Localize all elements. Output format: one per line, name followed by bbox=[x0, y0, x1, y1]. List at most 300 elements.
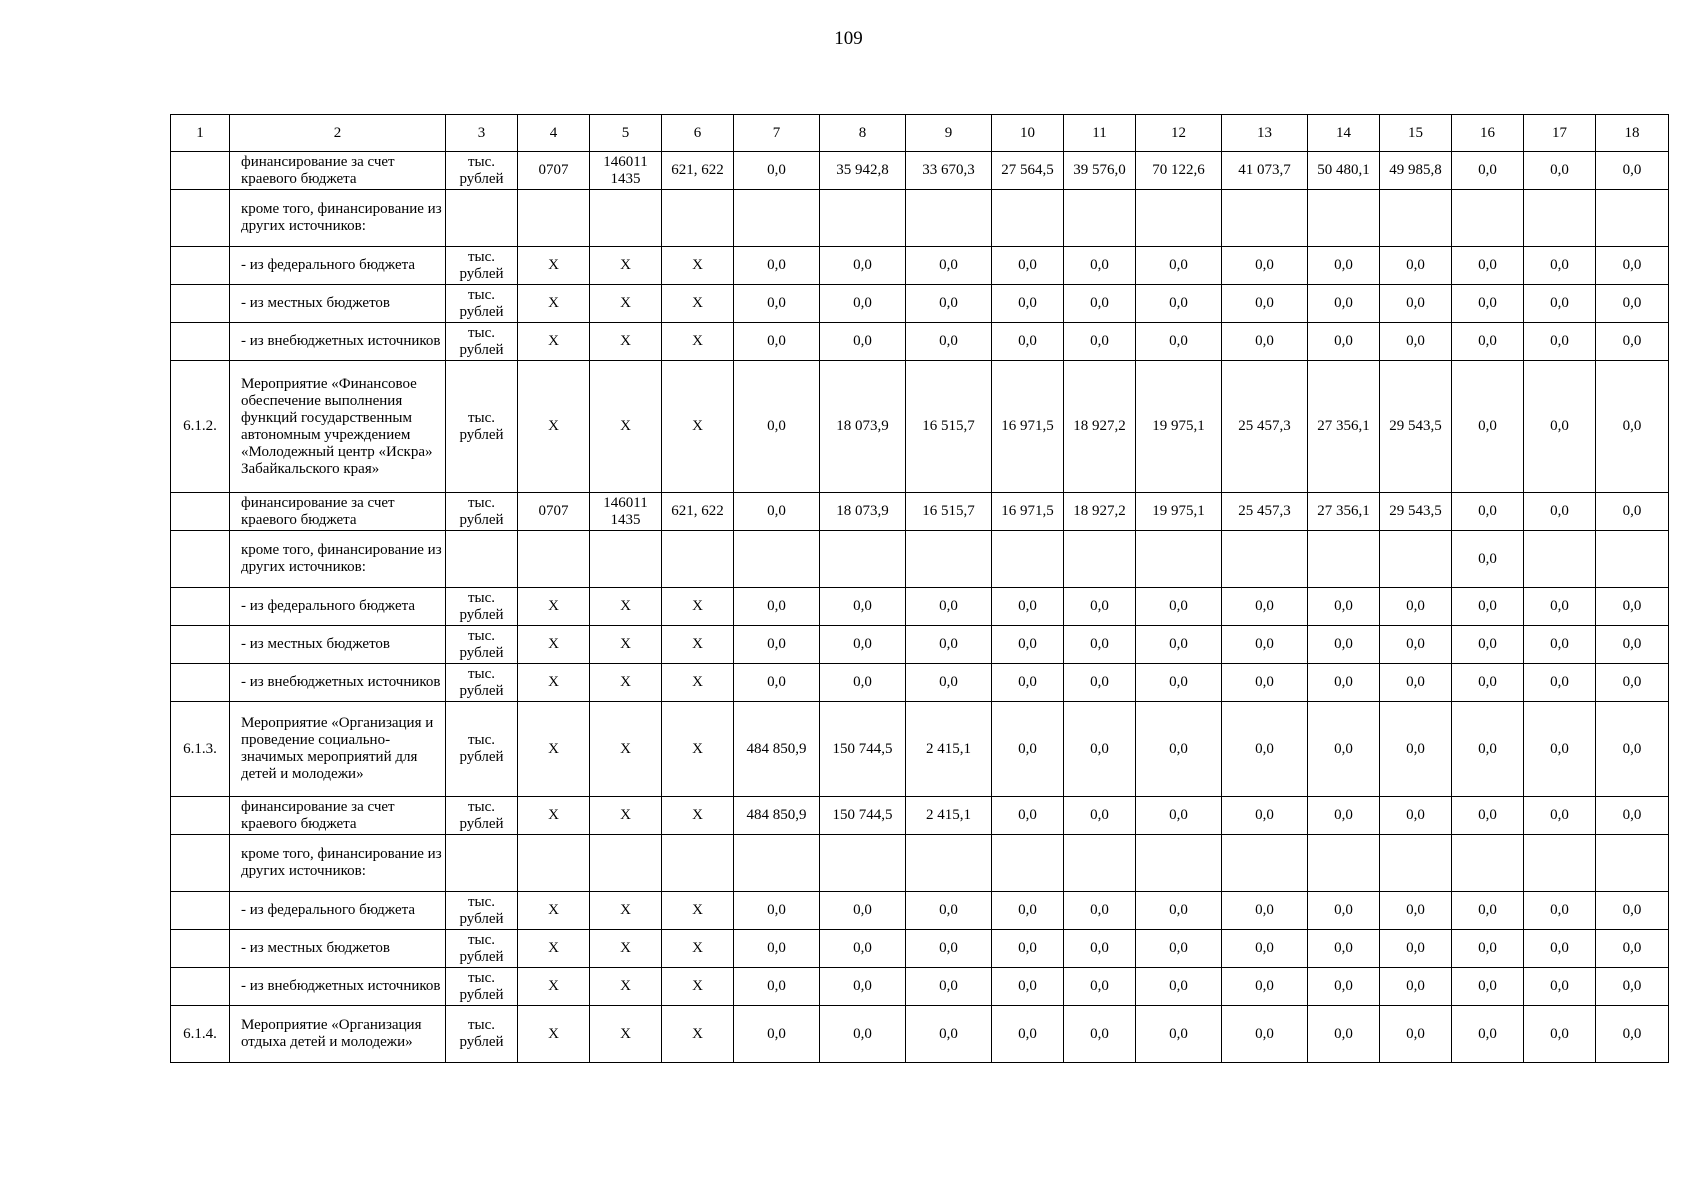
table-cell: 0,0 bbox=[820, 588, 906, 626]
table-cell: тыс. рублей bbox=[446, 664, 518, 702]
table-cell: 0,0 bbox=[1380, 797, 1452, 835]
table-cell: 0,0 bbox=[1380, 1006, 1452, 1063]
table-row bbox=[171, 1006, 1669, 1063]
table-cell: 0,0 bbox=[992, 797, 1064, 835]
table-cell: 27 356,1 bbox=[1308, 361, 1380, 493]
table-cell: 0,0 bbox=[1064, 626, 1136, 664]
table-cell: тыс. рублей bbox=[446, 797, 518, 835]
table-cell: X bbox=[590, 892, 662, 930]
table-cell: X bbox=[590, 968, 662, 1006]
table-cell: 0,0 bbox=[1064, 664, 1136, 702]
table-cell: X bbox=[590, 285, 662, 323]
table-cell bbox=[734, 190, 820, 247]
table-cell: 0,0 bbox=[1136, 702, 1222, 797]
table-cell: X bbox=[590, 797, 662, 835]
table-cell bbox=[590, 190, 662, 247]
table-cell: 16 515,7 bbox=[906, 361, 992, 493]
table-cell: 0,0 bbox=[1136, 626, 1222, 664]
table-cell bbox=[518, 190, 590, 247]
table-cell: тыс. рублей bbox=[446, 968, 518, 1006]
table-cell bbox=[1380, 190, 1452, 247]
table-cell: 29 543,5 bbox=[1380, 493, 1452, 531]
row-number-cell bbox=[171, 797, 230, 835]
table-cell: 0,0 bbox=[1136, 285, 1222, 323]
table-cell: X bbox=[662, 930, 734, 968]
table-cell bbox=[1452, 190, 1524, 247]
table-cell bbox=[590, 835, 662, 892]
table-cell bbox=[662, 835, 734, 892]
table-cell: 0,0 bbox=[1524, 323, 1596, 361]
table-cell: 0,0 bbox=[820, 247, 906, 285]
table-cell: 0,0 bbox=[1452, 930, 1524, 968]
table-cell: тыс. рублей bbox=[446, 588, 518, 626]
table-cell: 0,0 bbox=[1308, 968, 1380, 1006]
table-cell: тыс. рублей bbox=[446, 626, 518, 664]
table-cell: 0,0 bbox=[1452, 797, 1524, 835]
table-cell: 0,0 bbox=[734, 626, 820, 664]
table-cell: 0,0 bbox=[992, 930, 1064, 968]
table-cell: 0,0 bbox=[820, 1006, 906, 1063]
table-cell: 49 985,8 bbox=[1380, 152, 1452, 190]
table-cell: 0,0 bbox=[1222, 323, 1308, 361]
table-cell: 0,0 bbox=[1596, 247, 1669, 285]
table-row bbox=[171, 247, 1669, 285]
table-cell: 0,0 bbox=[1596, 664, 1669, 702]
table-cell: тыс. рублей bbox=[446, 285, 518, 323]
table-cell: 0,0 bbox=[1064, 588, 1136, 626]
table-cell: 35 942,8 bbox=[820, 152, 906, 190]
table-cell: X bbox=[662, 285, 734, 323]
table-row bbox=[171, 190, 1669, 247]
column-header-5: 5 bbox=[590, 115, 662, 152]
table-cell: 0,0 bbox=[1308, 702, 1380, 797]
table-cell: 0,0 bbox=[734, 1006, 820, 1063]
table-cell: 0,0 bbox=[1524, 892, 1596, 930]
table-cell bbox=[1222, 190, 1308, 247]
table-cell: 146011 1435 bbox=[590, 152, 662, 190]
table-cell: 484 850,9 bbox=[734, 797, 820, 835]
row-name-cell: Мероприятие «Организация отдыха детей и молодежи» bbox=[230, 1006, 446, 1063]
table-cell: 0,0 bbox=[992, 626, 1064, 664]
table-cell: 50 480,1 bbox=[1308, 152, 1380, 190]
table-cell: 0,0 bbox=[1222, 930, 1308, 968]
table-cell: 0,0 bbox=[734, 361, 820, 493]
table-cell: 0,0 bbox=[1596, 968, 1669, 1006]
table-cell: X bbox=[590, 361, 662, 493]
table-cell: 0,0 bbox=[1136, 588, 1222, 626]
column-header-11: 11 bbox=[1064, 115, 1136, 152]
table-cell: 0,0 bbox=[1596, 323, 1669, 361]
table-row bbox=[171, 797, 1669, 835]
table-cell: 16 971,5 bbox=[992, 493, 1064, 531]
table-cell: X bbox=[518, 968, 590, 1006]
table-cell: 0,0 bbox=[734, 968, 820, 1006]
table-cell bbox=[518, 531, 590, 588]
table-cell: 0,0 bbox=[1596, 702, 1669, 797]
table-cell: 0,0 bbox=[1308, 1006, 1380, 1063]
table-cell: X bbox=[662, 323, 734, 361]
column-header-9: 9 bbox=[906, 115, 992, 152]
table-cell: X bbox=[590, 1006, 662, 1063]
table-cell: 0,0 bbox=[1064, 797, 1136, 835]
row-number-cell bbox=[171, 323, 230, 361]
table-cell: 0,0 bbox=[1136, 1006, 1222, 1063]
table-cell: 0,0 bbox=[734, 323, 820, 361]
table-cell: 0,0 bbox=[1452, 664, 1524, 702]
row-number-cell bbox=[171, 626, 230, 664]
table-cell: 0,0 bbox=[1380, 930, 1452, 968]
table-cell: 0,0 bbox=[820, 626, 906, 664]
row-number-cell: 6.1.4. bbox=[171, 1006, 230, 1063]
table-cell: X bbox=[590, 588, 662, 626]
table-cell: 16 515,7 bbox=[906, 493, 992, 531]
row-number-cell bbox=[171, 835, 230, 892]
table-cell: 0,0 bbox=[1064, 1006, 1136, 1063]
table-cell: X bbox=[590, 626, 662, 664]
table-cell: 0,0 bbox=[1596, 1006, 1669, 1063]
table-row bbox=[171, 835, 1669, 892]
table-cell: 0,0 bbox=[1452, 892, 1524, 930]
table-cell: X bbox=[662, 626, 734, 664]
table-cell: 0,0 bbox=[1452, 702, 1524, 797]
row-number-cell bbox=[171, 190, 230, 247]
table-cell bbox=[1524, 190, 1596, 247]
table-cell: 18 927,2 bbox=[1064, 361, 1136, 493]
table-row bbox=[171, 930, 1669, 968]
table-cell: 0,0 bbox=[1452, 626, 1524, 664]
table-cell: 0,0 bbox=[1222, 968, 1308, 1006]
table-cell: 0,0 bbox=[1222, 702, 1308, 797]
table-cell bbox=[662, 531, 734, 588]
table-row bbox=[171, 892, 1669, 930]
table-cell: 0,0 bbox=[734, 493, 820, 531]
table-cell: 0,0 bbox=[1136, 247, 1222, 285]
row-number-cell: 6.1.3. bbox=[171, 702, 230, 797]
table-cell bbox=[1136, 835, 1222, 892]
table-cell: X bbox=[518, 1006, 590, 1063]
row-number-cell bbox=[171, 152, 230, 190]
table-cell bbox=[734, 835, 820, 892]
table-cell: 621, 622 bbox=[662, 152, 734, 190]
table-cell: 0,0 bbox=[1308, 664, 1380, 702]
column-header-7: 7 bbox=[734, 115, 820, 152]
table-cell: 621, 622 bbox=[662, 493, 734, 531]
table-cell: 146011 1435 bbox=[590, 493, 662, 531]
table-cell: 150 744,5 bbox=[820, 702, 906, 797]
table-cell: 0,0 bbox=[1222, 588, 1308, 626]
table-cell bbox=[1596, 190, 1669, 247]
table-cell bbox=[906, 531, 992, 588]
table-body bbox=[171, 152, 1669, 1063]
table-cell bbox=[446, 531, 518, 588]
table-cell bbox=[1064, 190, 1136, 247]
table-cell bbox=[662, 190, 734, 247]
table-cell: 0,0 bbox=[906, 626, 992, 664]
row-name-cell: - из местных бюджетов bbox=[230, 626, 446, 664]
table-cell: 0,0 bbox=[1064, 892, 1136, 930]
column-header-1: 1 bbox=[171, 115, 230, 152]
row-name-cell: кроме того, финансирование из других источников: bbox=[230, 190, 446, 247]
table-cell: X bbox=[518, 626, 590, 664]
table-cell: 0,0 bbox=[1452, 361, 1524, 493]
table-cell: 0,0 bbox=[820, 892, 906, 930]
table-cell bbox=[1064, 835, 1136, 892]
table-cell: тыс. рублей bbox=[446, 702, 518, 797]
table-cell bbox=[1136, 531, 1222, 588]
table-cell: X bbox=[662, 797, 734, 835]
column-header-16: 16 bbox=[1452, 115, 1524, 152]
table-cell: X bbox=[518, 702, 590, 797]
table-cell bbox=[992, 835, 1064, 892]
column-header-12: 12 bbox=[1136, 115, 1222, 152]
table-cell bbox=[906, 835, 992, 892]
table-cell: 33 670,3 bbox=[906, 152, 992, 190]
column-header-13: 13 bbox=[1222, 115, 1308, 152]
table-cell: 0,0 bbox=[906, 968, 992, 1006]
table-cell: 0,0 bbox=[1452, 247, 1524, 285]
table-cell: 0,0 bbox=[1308, 247, 1380, 285]
table-cell: 0,0 bbox=[1064, 968, 1136, 1006]
column-header-15: 15 bbox=[1380, 115, 1452, 152]
table-cell: 0,0 bbox=[992, 664, 1064, 702]
table-row bbox=[171, 361, 1669, 493]
table-cell: 0,0 bbox=[734, 892, 820, 930]
table-cell: 0,0 bbox=[1452, 152, 1524, 190]
column-header-17: 17 bbox=[1524, 115, 1596, 152]
table-cell: 0,0 bbox=[1222, 247, 1308, 285]
table-cell bbox=[1452, 835, 1524, 892]
table-cell: X bbox=[590, 664, 662, 702]
table-cell: 0,0 bbox=[1380, 323, 1452, 361]
row-name-cell: финансирование за счет краевого бюджета bbox=[230, 493, 446, 531]
table-row bbox=[171, 285, 1669, 323]
table-cell: 0,0 bbox=[992, 285, 1064, 323]
table-cell: X bbox=[518, 930, 590, 968]
table-cell: 0,0 bbox=[1452, 323, 1524, 361]
table-cell: 19 975,1 bbox=[1136, 361, 1222, 493]
row-name-cell: - из федерального бюджета bbox=[230, 247, 446, 285]
table-cell: 0,0 bbox=[1596, 930, 1669, 968]
table-cell bbox=[906, 190, 992, 247]
table-cell: X bbox=[662, 1006, 734, 1063]
table-cell bbox=[1308, 531, 1380, 588]
column-header-2: 2 bbox=[230, 115, 446, 152]
table-cell: 0,0 bbox=[992, 588, 1064, 626]
row-number-cell bbox=[171, 493, 230, 531]
table-cell: 0,0 bbox=[1596, 892, 1669, 930]
table-cell: 0,0 bbox=[992, 968, 1064, 1006]
table-cell: тыс. рублей bbox=[446, 930, 518, 968]
table-cell: 0,0 bbox=[1064, 702, 1136, 797]
table-cell: 0,0 bbox=[1308, 285, 1380, 323]
column-header-10: 10 bbox=[992, 115, 1064, 152]
table-cell: X bbox=[518, 892, 590, 930]
page-number: 109 bbox=[834, 28, 863, 49]
table-cell: 18 073,9 bbox=[820, 493, 906, 531]
table-cell: 0,0 bbox=[1596, 285, 1669, 323]
table-cell: 0,0 bbox=[906, 664, 992, 702]
table-cell: 0,0 bbox=[1380, 892, 1452, 930]
table-cell: 0,0 bbox=[1064, 930, 1136, 968]
table-cell: 0,0 bbox=[992, 892, 1064, 930]
table-cell bbox=[1308, 190, 1380, 247]
row-number-cell bbox=[171, 247, 230, 285]
table-cell: X bbox=[590, 702, 662, 797]
table-cell: 0,0 bbox=[1380, 664, 1452, 702]
table-cell: 0,0 bbox=[1380, 588, 1452, 626]
table-cell: 0,0 bbox=[734, 247, 820, 285]
row-name-cell: финансирование за счет краевого бюджета bbox=[230, 152, 446, 190]
row-name-cell: - из внебюджетных источников bbox=[230, 323, 446, 361]
table-cell: тыс. рублей bbox=[446, 247, 518, 285]
table-cell: 41 073,7 bbox=[1222, 152, 1308, 190]
table-row bbox=[171, 626, 1669, 664]
table-cell: 0,0 bbox=[1596, 493, 1669, 531]
column-header-3: 3 bbox=[446, 115, 518, 152]
table-cell: 0,0 bbox=[1380, 626, 1452, 664]
table-cell: 0,0 bbox=[1222, 664, 1308, 702]
table-cell: 0,0 bbox=[1524, 152, 1596, 190]
column-header-4: 4 bbox=[518, 115, 590, 152]
table-cell: X bbox=[590, 930, 662, 968]
table-row bbox=[171, 323, 1669, 361]
table-cell: 0,0 bbox=[1452, 493, 1524, 531]
table-cell: 0,0 bbox=[734, 930, 820, 968]
table-cell: X bbox=[662, 892, 734, 930]
table-cell: X bbox=[518, 664, 590, 702]
table-cell: 0,0 bbox=[1308, 797, 1380, 835]
table-cell: 0,0 bbox=[1380, 285, 1452, 323]
table-cell: X bbox=[518, 361, 590, 493]
table-cell: 16 971,5 bbox=[992, 361, 1064, 493]
table-cell: 0,0 bbox=[820, 664, 906, 702]
table-cell bbox=[446, 835, 518, 892]
table-cell: 0,0 bbox=[820, 930, 906, 968]
table-cell: 0,0 bbox=[820, 968, 906, 1006]
table-cell: X bbox=[662, 664, 734, 702]
table-cell: 0,0 bbox=[906, 930, 992, 968]
table-cell bbox=[1524, 835, 1596, 892]
table-cell: 0,0 bbox=[1524, 968, 1596, 1006]
table-row bbox=[171, 702, 1669, 797]
table-cell: 0,0 bbox=[820, 323, 906, 361]
table-cell: 0,0 bbox=[1380, 702, 1452, 797]
row-name-cell: - из федерального бюджета bbox=[230, 892, 446, 930]
table-cell: 0,0 bbox=[1308, 588, 1380, 626]
row-name-cell: кроме того, финансирование из других источников: bbox=[230, 531, 446, 588]
table-cell: 0,0 bbox=[1136, 797, 1222, 835]
table-cell: 0,0 bbox=[1136, 664, 1222, 702]
table-cell: 18 927,2 bbox=[1064, 493, 1136, 531]
table-cell: 0,0 bbox=[1524, 626, 1596, 664]
table-cell: 0,0 bbox=[1524, 361, 1596, 493]
table-cell: X bbox=[662, 361, 734, 493]
table-cell: 0,0 bbox=[1524, 664, 1596, 702]
row-number-cell bbox=[171, 968, 230, 1006]
table-cell bbox=[1524, 531, 1596, 588]
table-cell: X bbox=[662, 247, 734, 285]
table-cell: 0,0 bbox=[906, 588, 992, 626]
table-cell bbox=[1596, 531, 1669, 588]
table-cell: X bbox=[518, 588, 590, 626]
table-cell bbox=[590, 531, 662, 588]
row-name-cell: - из местных бюджетов bbox=[230, 285, 446, 323]
table-row bbox=[171, 968, 1669, 1006]
row-name-cell: - из внебюджетных источников bbox=[230, 968, 446, 1006]
table-cell: 0,0 bbox=[1064, 323, 1136, 361]
row-name-cell: - из местных бюджетов bbox=[230, 930, 446, 968]
row-name-cell: кроме того, финансирование из других источников: bbox=[230, 835, 446, 892]
table-cell bbox=[992, 531, 1064, 588]
table-cell: тыс. рублей bbox=[446, 1006, 518, 1063]
table-cell: 0,0 bbox=[1308, 323, 1380, 361]
table-cell: 27 564,5 bbox=[992, 152, 1064, 190]
table-cell: 39 576,0 bbox=[1064, 152, 1136, 190]
table-cell bbox=[1136, 190, 1222, 247]
table-cell: 0,0 bbox=[1222, 892, 1308, 930]
table-cell: 0,0 bbox=[1452, 968, 1524, 1006]
table-cell bbox=[1380, 835, 1452, 892]
table-cell: X bbox=[590, 247, 662, 285]
table-cell: 0,0 bbox=[1524, 247, 1596, 285]
table-cell: 150 744,5 bbox=[820, 797, 906, 835]
table-cell: X bbox=[662, 968, 734, 1006]
table-row bbox=[171, 493, 1669, 531]
table-cell: 0,0 bbox=[1596, 152, 1669, 190]
row-number-cell bbox=[171, 285, 230, 323]
table-cell: 0,0 bbox=[1064, 247, 1136, 285]
table-cell: тыс. рублей bbox=[446, 323, 518, 361]
table-cell: X bbox=[518, 323, 590, 361]
table-cell: 0,0 bbox=[1452, 1006, 1524, 1063]
table-cell bbox=[820, 190, 906, 247]
table-cell: 0707 bbox=[518, 493, 590, 531]
table-cell: 0,0 bbox=[992, 1006, 1064, 1063]
row-number-cell bbox=[171, 531, 230, 588]
table-cell bbox=[1222, 531, 1308, 588]
header-row bbox=[171, 115, 1669, 152]
table-cell: 0,0 bbox=[1596, 797, 1669, 835]
table-cell: 0,0 bbox=[992, 247, 1064, 285]
table-cell: 0,0 bbox=[992, 323, 1064, 361]
column-header-6: 6 bbox=[662, 115, 734, 152]
column-header-18: 18 bbox=[1596, 115, 1669, 152]
table-cell bbox=[518, 835, 590, 892]
table-cell: 0,0 bbox=[1222, 626, 1308, 664]
table-cell bbox=[1064, 531, 1136, 588]
table-cell bbox=[1596, 835, 1669, 892]
table-cell: 0,0 bbox=[1222, 1006, 1308, 1063]
table-cell: тыс. рублей bbox=[446, 361, 518, 493]
table-cell: 0,0 bbox=[906, 892, 992, 930]
table-row bbox=[171, 588, 1669, 626]
table-cell: 0,0 bbox=[1308, 930, 1380, 968]
table-cell: 25 457,3 bbox=[1222, 361, 1308, 493]
table-cell: тыс. рублей bbox=[446, 892, 518, 930]
table-row bbox=[171, 152, 1669, 190]
table-cell bbox=[820, 531, 906, 588]
table-cell: 0,0 bbox=[1136, 968, 1222, 1006]
table-cell: 0,0 bbox=[1380, 968, 1452, 1006]
table-cell: 0,0 bbox=[1064, 285, 1136, 323]
table-cell: 0,0 bbox=[1136, 892, 1222, 930]
table-cell: тыс. рублей bbox=[446, 152, 518, 190]
row-name-cell: Мероприятие «Организация и проведение социально-значимых мероприятий для детей и молодежи» bbox=[230, 702, 446, 797]
table-cell: 70 122,6 bbox=[1136, 152, 1222, 190]
table-cell bbox=[734, 531, 820, 588]
table-cell: 0,0 bbox=[734, 588, 820, 626]
table-cell: 25 457,3 bbox=[1222, 493, 1308, 531]
